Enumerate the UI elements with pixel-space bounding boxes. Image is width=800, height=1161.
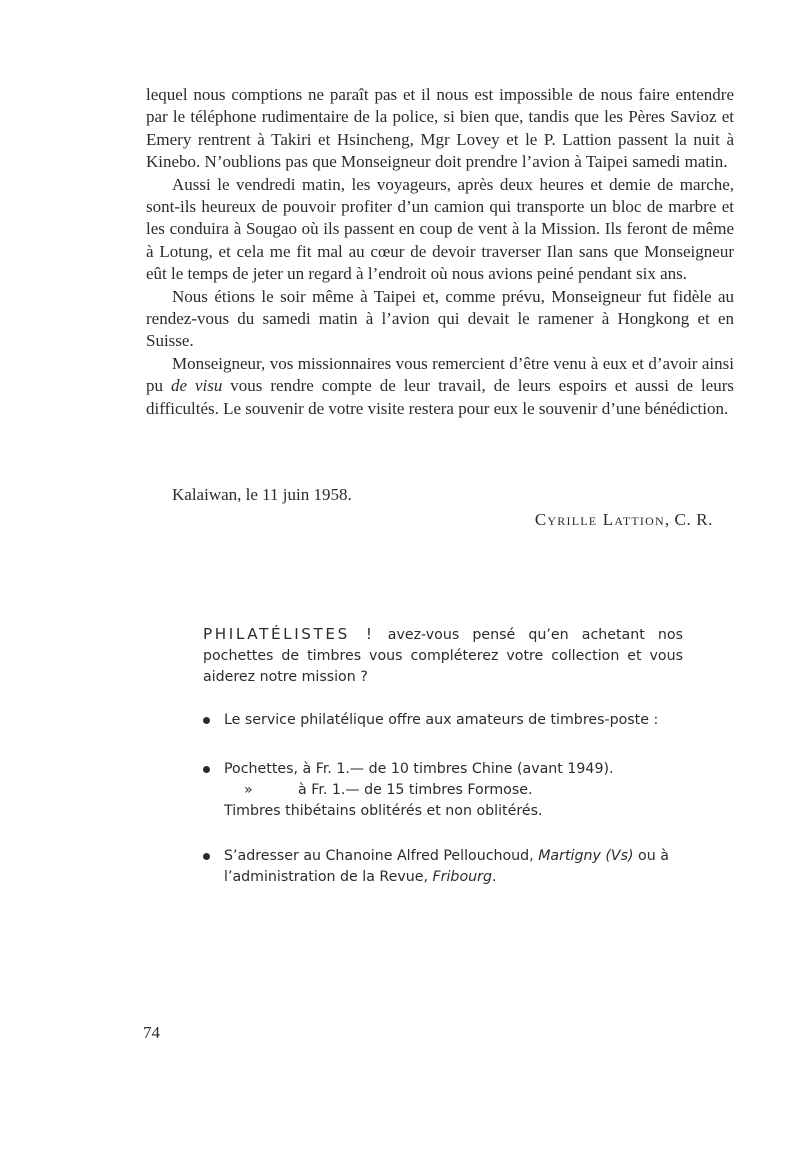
article-body — [146, 84, 734, 420]
signature-suffix: , C. R. — [664, 510, 713, 529]
pochettes-line-2-text: à Fr. 1.— de 15 timbres Formose. — [298, 782, 533, 798]
pochettes-line-3: Timbres thibétains oblitérés et non oblitérés. — [224, 803, 543, 819]
contact-place-martigny: Martigny (Vs) — [538, 848, 634, 864]
article-paragraph: Nous étions le soir même à Taipei et, comme prévu, Monseigneur fut fidèle au rendez-vous du samedi matin à l’avion qui devait le ramener à Hongkong et en Suisse. — [146, 286, 734, 351]
page-number: 74 — [143, 1023, 160, 1042]
article-closing-paragraph — [146, 353, 734, 420]
ditto-mark: » — [244, 782, 253, 798]
bullet-icon — [203, 717, 210, 724]
pochettes-line-1: Pochettes, à Fr. 1.— de 10 timbres Chine (avant 1949). — [224, 761, 614, 777]
ad-headline: PHILATÉLISTES ! — [203, 625, 375, 643]
list-item — [203, 759, 683, 822]
bullet-icon — [203, 853, 210, 860]
closing-text-italic: de visu — [170, 376, 223, 396]
dateline: Kalaiwan, le 11 juin 1958. — [172, 485, 352, 504]
signature-name: Cyrille Lattion — [534, 510, 665, 529]
closing-text-start: Monseigneur, vos missionnaires vous remercient d’être venu à eux et d’avoir ainsi pu — [146, 353, 734, 396]
list-item — [203, 846, 683, 888]
ad-bullet-list — [203, 710, 683, 888]
closing-text-end: vous rendre compte de leur travail, de leurs espoirs et aussi de leurs difficultés. Le souvenir de votre visite restera pour eux le souvenir d’une bénédiction. — [146, 376, 735, 418]
article-paragraph: lequel nous comptions ne paraît pas et il nous est impossible de nous faire entendre par le téléphone rudimentaire de la police, si bien que, tandis que les Pères Savioz et Emery rentrent à Takiri et Hsincheng, Mgr Lovey et le P. Lattion passent la nuit à Kinebo. N’oublions pas que Monseigneur doit prendre l’avion à Taipei samedi matin. — [146, 85, 734, 172]
pochettes-line-2 — [224, 780, 683, 801]
contact-middle: ou à l’administration de la Revue, — [224, 848, 669, 885]
ad-intro — [203, 624, 683, 688]
contact-end: . — [491, 869, 497, 885]
signature — [430, 510, 713, 530]
bullet-service-text: Le service philatélique offre aux amateurs de timbres-poste : — [224, 712, 659, 728]
list-item — [203, 710, 683, 731]
philately-advertisement — [203, 624, 683, 888]
contact-place-fribourg: Fribourg — [432, 869, 492, 885]
bullet-icon — [203, 766, 210, 773]
article-paragraph: Aussi le vendredi matin, les voyageurs, après deux heures et demie de marche, sont-ils heureux de pouvoir profiter d’un camion qui transporte un bloc de marbre et les conduira à Sougao où ils passent en coup de vent à la Mission. Ils feront de même à Lotung, et cela me fit mal au cœur de devoir traverser Ilan sans que Monseigneur eût le temps de jeter un regard à l’endroit où nous avions peiné pendant six ans. — [146, 174, 734, 284]
contact-prefix: S’adresser au Chanoine Alfred Pellouchoud, — [224, 848, 539, 864]
ad-intro-text: avez-vous pensé qu’en achetant nos pochettes de timbres vous compléterez votre collection et vous aiderez notre mission ? — [203, 627, 683, 685]
